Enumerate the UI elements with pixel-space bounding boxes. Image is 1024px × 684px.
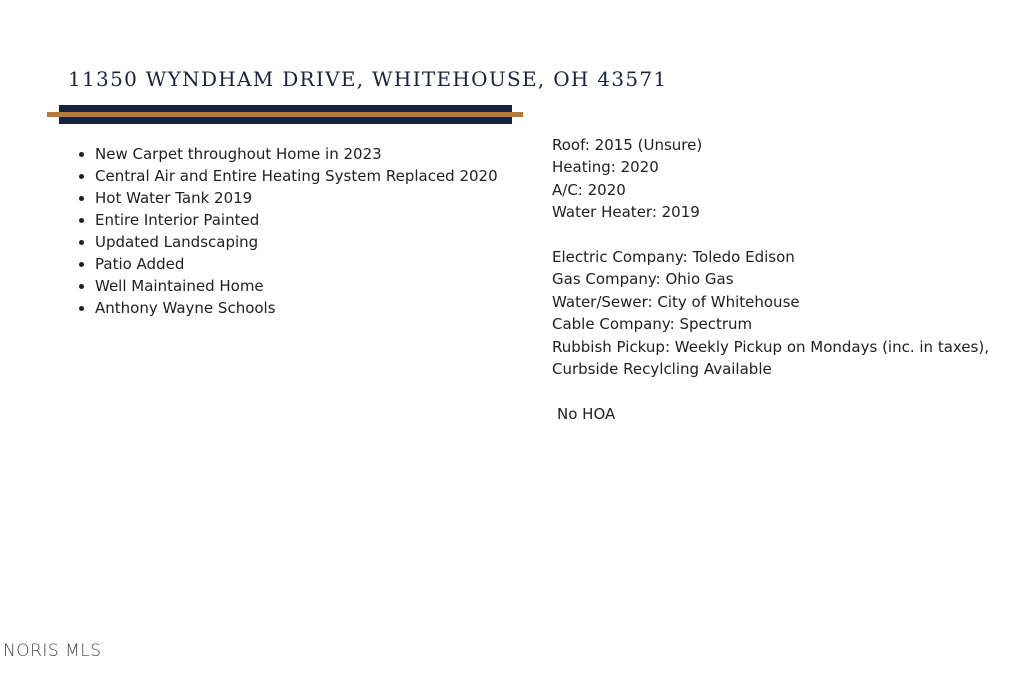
- system-water-heater: Water Heater: 2019: [552, 203, 700, 222]
- system-ac: A/C: 2020: [552, 180, 626, 199]
- feature-item: • Entire Interior Painted: [95, 209, 515, 231]
- utility-cable: Cable Company: Spectrum: [552, 315, 753, 334]
- spacer: [552, 224, 992, 246]
- feature-item: • Anthony Wayne Schools: [95, 297, 515, 319]
- feature-item: • New Carpet throughout Home in 2023: [95, 143, 515, 165]
- feature-item: • Central Air and Entire Heating System Replaced 2020: [95, 165, 515, 187]
- system-roof: Roof: 2015 (Unsure): [552, 136, 703, 154]
- property-details: [552, 134, 992, 425]
- utility-water-sewer: Water/Sewer: City of Whitehouse: [552, 292, 800, 311]
- feature-list: [77, 143, 515, 319]
- system-heating: Heating: 2020: [552, 158, 659, 177]
- utility-gas: Gas Company: Ohio Gas: [552, 270, 734, 289]
- utility-electric: Electric Company: Toledo Edison: [552, 248, 795, 267]
- property-address-title: 11350 WYNDHAM DRIVE, WHITEHOUSE, OH 43571: [68, 67, 668, 91]
- header-gold-stripe: [47, 112, 523, 117]
- hoa-status: No HOA: [557, 404, 616, 423]
- utility-rubbish: Rubbish Pickup: Weekly Pickup on Mondays (inc. in taxes), Curbside Recylcling Available: [552, 337, 989, 379]
- feature-item: • Updated Landscaping: [95, 231, 515, 253]
- mls-watermark: NORIS MLS: [3, 641, 102, 661]
- feature-item: • Well Maintained Home: [95, 275, 515, 297]
- spacer: [552, 380, 992, 402]
- feature-item: • Hot Water Tank 2019: [95, 187, 515, 209]
- feature-item: • Patio Added: [95, 253, 515, 275]
